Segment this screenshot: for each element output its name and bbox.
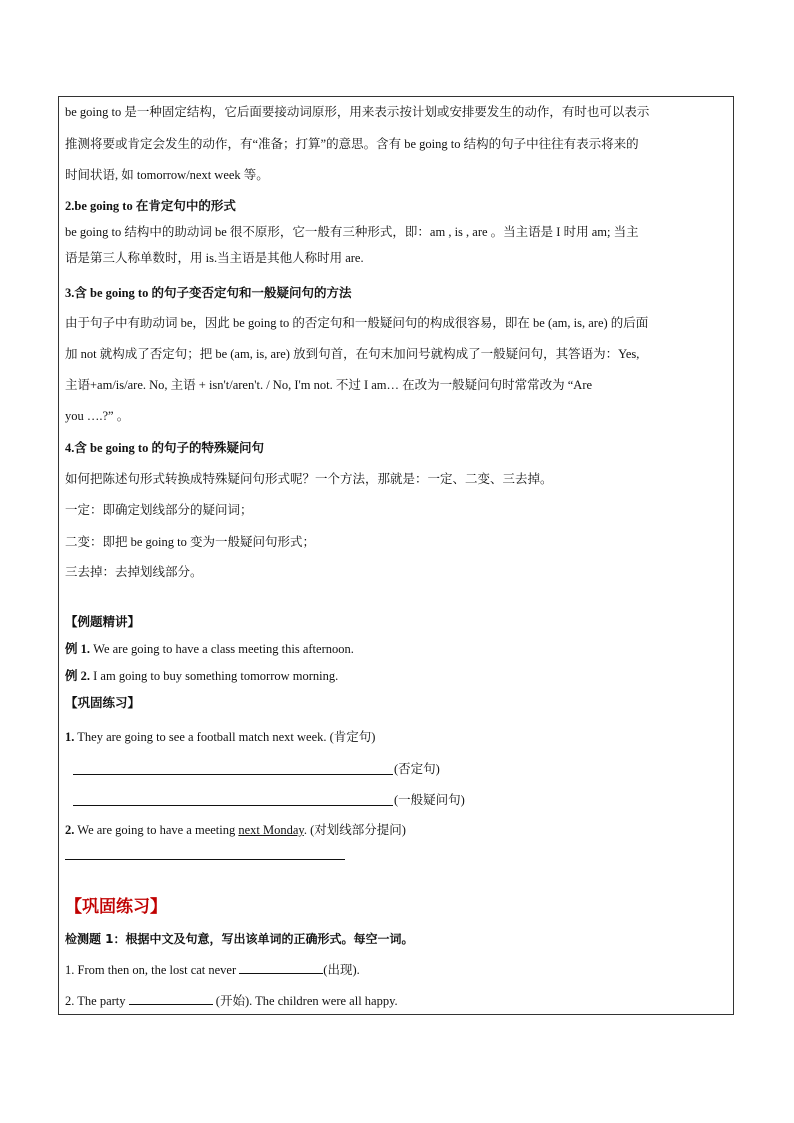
section-4-line-3: 二变：即把 be going to 变为一般疑问句形式；: [65, 535, 315, 549]
section-4-heading: 4.含 be going to 的句子的特殊疑问句: [65, 441, 264, 455]
answer-blank-q2[interactable]: [65, 859, 345, 860]
test-item-1-blank[interactable]: [239, 961, 323, 974]
practice-q1: [65, 729, 375, 745]
test-item-1-post: (出现).: [323, 963, 360, 977]
example-2: [65, 668, 338, 684]
practice-q2-underlined: next Monday: [238, 823, 304, 837]
section-3-line-3: 主语+am/is/are. No, 主语 + isn't/aren't. / No, I'm not. 不过 I am… 在改为一般疑问句时常常改为 “Are: [65, 378, 593, 392]
answer-blank-negative[interactable]: [73, 774, 393, 775]
practice-q2: [65, 822, 406, 838]
section-4-line-1: 如何把陈述句形式转换成特殊疑问句形式呢？一个方法，那就是：一定、二变、三去掉。: [65, 472, 553, 486]
section-4-line-4: 三去掉：去掉划线部分。: [65, 565, 203, 579]
example-2-text: I am going to buy something tomorrow morning.: [90, 669, 339, 683]
example-2-label: 例 2.: [65, 669, 91, 683]
practice-q2-post: . (对划线部分提问): [303, 823, 406, 837]
section-2-heading: 2.be going to 在肯定句中的形式: [65, 199, 236, 213]
negative-label: (否定句): [394, 762, 440, 776]
intro-line-3: 时间状语, 如 tomorrow/next week 等。: [65, 168, 269, 182]
practice-q2-pre: We are going to have a meeting: [74, 823, 239, 837]
section-4-line-2: 一定：即确定划线部分的疑问词；: [65, 503, 253, 517]
practice-q2-number: 2.: [65, 823, 75, 837]
examples-heading: 【例题精讲】: [65, 615, 141, 629]
test-instruction: 检测题 1：根据中文及句意，写出该单词的正确形式。每空一词。: [65, 932, 414, 946]
practice-q1-text: They are going to see a football match next week. (肯定句): [74, 730, 376, 744]
test-heading: 【巩固练习】: [65, 897, 167, 917]
section-2-line-1: be going to 结构中的助动词 be 很不原形，它一般有三种形式，即：am , is , are 。当主语是 I 时用 am; 当主: [65, 225, 639, 239]
intro-line-2: 推测将要或肯定会发生的动作，有“准备；打算”的意思。含有 be going to 结构的句子中往往有表示将来的: [65, 137, 639, 151]
example-1: [65, 641, 354, 657]
test-item-2-blank[interactable]: [129, 992, 213, 1005]
test-item-1: [65, 961, 360, 978]
section-3-line-2: 加 not 就构成了否定句；把 be (am, is, are) 放到句首，在句末加问号就构成了一般疑问句，其答语为：Yes,: [65, 347, 640, 361]
practice-q1-number: 1.: [65, 730, 75, 744]
practice-heading: 【巩固练习】: [65, 696, 141, 710]
section-3-line-1: 由于句子中有助动词 be，因此 be going to 的否定句和一般疑问句的构成很容易，即在 be (am, is, are) 的后面: [65, 316, 649, 330]
test-item-2-pre: 2. The party: [65, 994, 129, 1008]
intro-line-1: be going to 是一种固定结构，它后面要接动词原形，用来表示按计划或安排要发生的动作，有时也可以表示: [65, 105, 650, 119]
example-1-label: 例 1.: [65, 642, 91, 656]
answer-blank-question[interactable]: [73, 805, 393, 806]
example-1-text: We are going to have a class meeting this afternoon.: [90, 642, 354, 656]
test-item-2-post: (开始). The children were all happy.: [212, 994, 398, 1008]
test-item-1-pre: 1. From then on, the lost cat never: [65, 963, 240, 977]
section-3-line-4: you ….?” 。: [65, 409, 130, 423]
test-item-2: [65, 992, 398, 1009]
question-label: (一般疑问句): [394, 793, 465, 807]
section-3-heading: 3.含 be going to 的句子变否定句和一般疑问句的方法: [65, 286, 352, 300]
section-2-line-2: 语是第三人称单数时，用 is.当主语是其他人称时用 are.: [65, 251, 364, 265]
